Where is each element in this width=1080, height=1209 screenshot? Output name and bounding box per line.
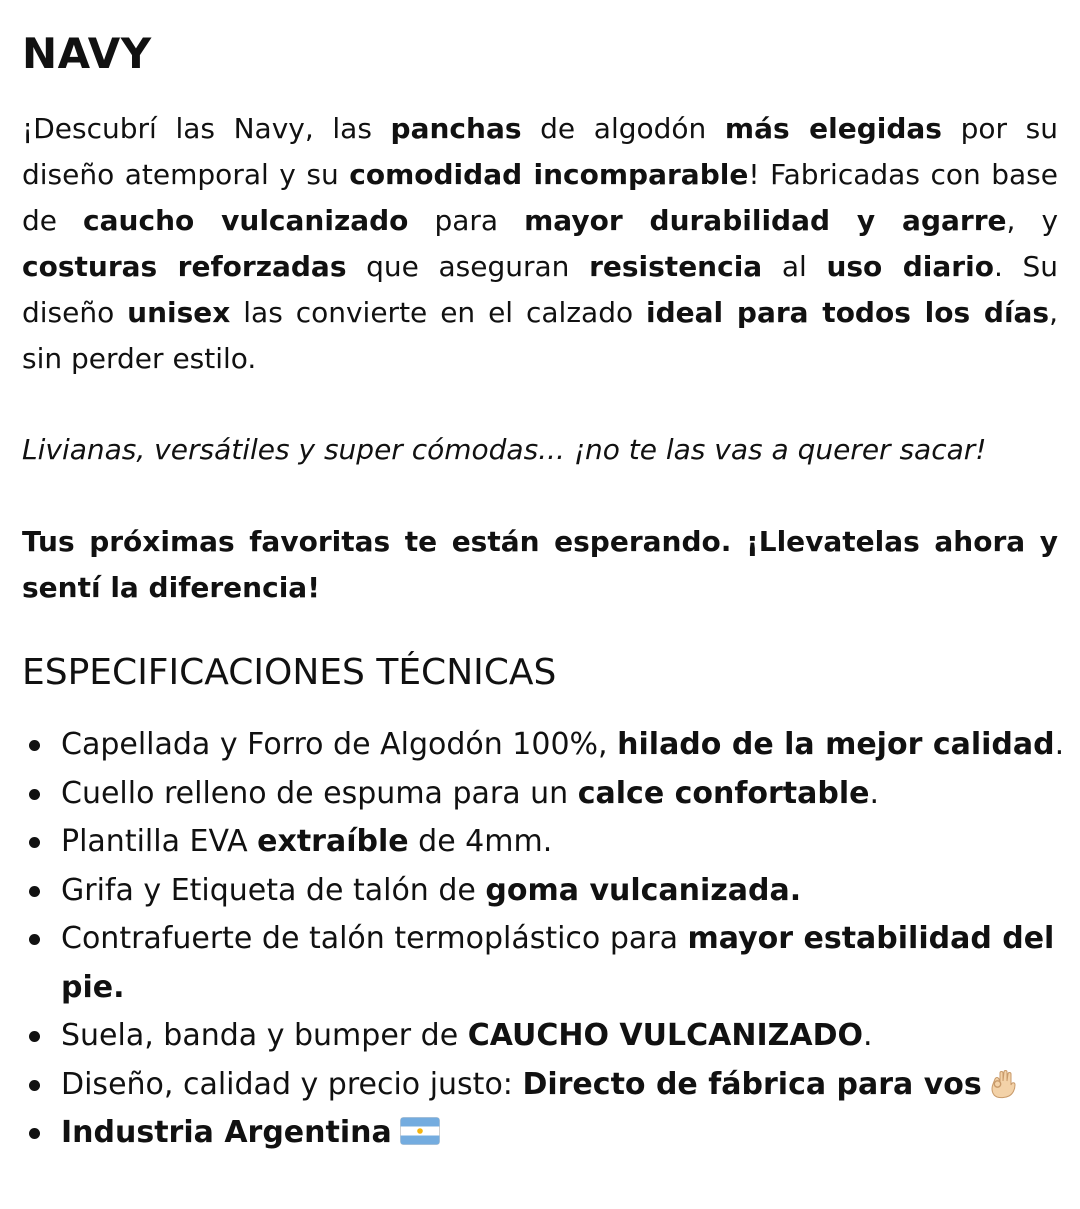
spec-text: Suela, banda y bumper de (61, 1018, 468, 1053)
desc-text: por su diseño atemporal y su (22, 112, 1058, 191)
spec-text: Contrafuerte de talón termoplástico para (61, 921, 688, 956)
spec-highlight: Industria Argentina (61, 1115, 392, 1150)
spec-text: Capellada y Forro de Algodón 100%, (61, 727, 618, 762)
spec-highlight: hilado de la mejor calidad (617, 727, 1055, 762)
desc-text: , sin perder estilo. (22, 296, 1059, 375)
desc-highlight: costuras reforzadas (22, 250, 347, 283)
spec-item (22, 818, 1080, 867)
spec-text: Grifa y Etiqueta de talón de (61, 872, 486, 908)
spec-suffix: de 4mm. (408, 824, 553, 859)
desc-highlight: uso diario (826, 250, 994, 283)
spec-text: Diseño, calidad y precio justo: (61, 1066, 523, 1102)
spec-highlight: Directo de fábrica para vos (522, 1066, 982, 1102)
spec-text: Cuello relleno de espuma para un (61, 775, 578, 811)
desc-text: que aseguran (346, 250, 590, 283)
desc-highlight: resistencia (589, 250, 763, 283)
spec-suffix: . (863, 1018, 873, 1053)
spec-highlight: mayor estabilidad del pie. (61, 921, 1055, 1005)
tagline: Livianas, versátiles y super cómodas... ¡no te las vas a querer sacar! (22, 433, 987, 466)
spec-highlight: extraíble (257, 824, 409, 859)
spec-item (22, 1109, 1080, 1158)
desc-text: al (762, 250, 827, 283)
spec-text: Plantilla EVA (61, 824, 258, 859)
desc-text: , y (1006, 204, 1059, 237)
spec-suffix: . (1054, 727, 1065, 762)
desc-highlight: comodidad incomparable (349, 158, 749, 191)
spec-item (22, 867, 1080, 916)
spec-item (22, 770, 1080, 819)
spec-item (22, 1061, 1080, 1110)
spec-highlight: goma vulcanizada. (485, 872, 802, 908)
spec-highlight: CAUCHO VULCANIZADO (467, 1018, 864, 1053)
desc-text: ¡Descubrí las Navy, las (22, 112, 391, 145)
desc-highlight: mayor durabilidad y agarre (524, 204, 1007, 237)
desc-text: las convierte en el calzado (230, 296, 647, 329)
desc-highlight: ideal para todos los días (646, 296, 1050, 329)
page-title: NAVY (22, 29, 152, 78)
desc-text: para (408, 204, 525, 237)
desc-highlight: más elegidas (724, 112, 942, 145)
desc-highlight: caucho vulcanizado (83, 204, 409, 237)
ok-hand-icon (988, 1067, 1018, 1099)
desc-highlight: unisex (127, 296, 231, 329)
specs-list (22, 721, 1080, 1158)
desc-text: ! Fabricadas con base de (22, 158, 1058, 237)
argentina-flag-icon (400, 1117, 440, 1145)
spec-item (22, 721, 1080, 770)
spec-item (22, 915, 1080, 1012)
specs-heading: ESPECIFICACIONES TÉCNICAS (22, 652, 557, 693)
desc-highlight: panchas (390, 112, 522, 145)
desc-text: de algodón (521, 112, 725, 145)
spec-item (22, 1012, 1080, 1061)
spec-suffix: . (869, 775, 880, 811)
call-to-action: Tus próximas favoritas te están esperando. ¡Llevatelas ahora y sentí la diferencia! (22, 525, 1058, 604)
desc-text: . Su diseño (22, 250, 1058, 329)
product-description-paragraph (22, 106, 1058, 382)
spec-highlight: calce confortable (577, 775, 870, 811)
